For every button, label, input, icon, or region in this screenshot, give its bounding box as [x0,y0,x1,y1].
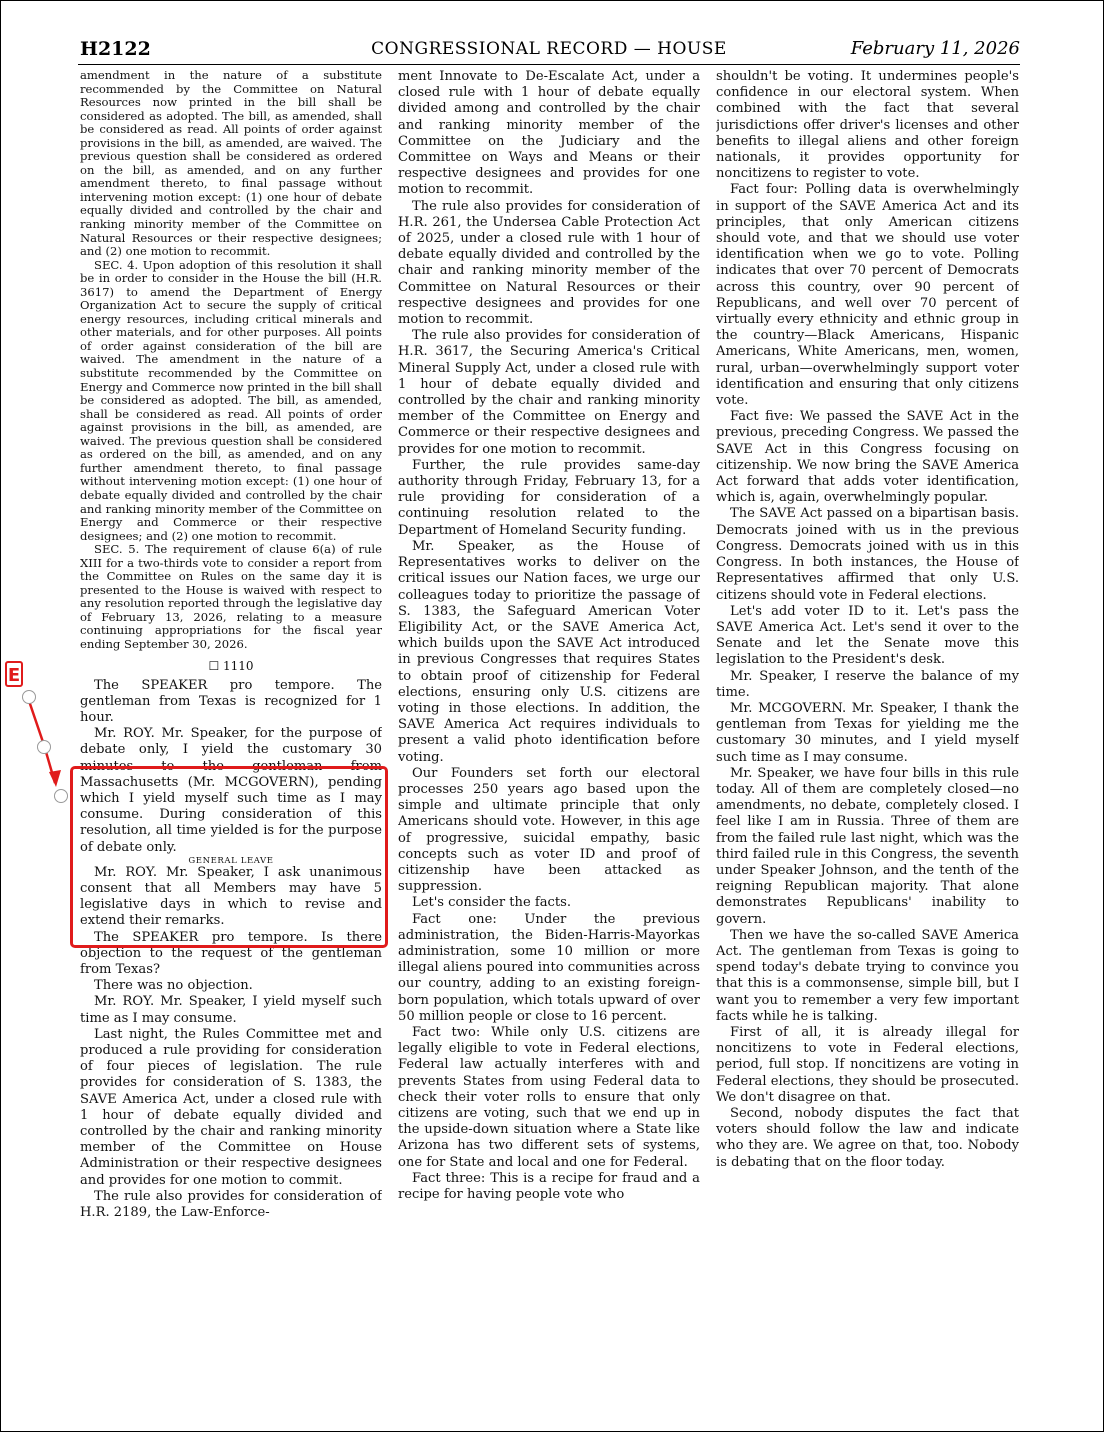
paragraph: Further, the rule provides same-day authority through Friday, February 13, for a rule providing for consideration of a continuing resolution related to the Department of Homeland Security funding. [398,457,700,538]
column-1 [80,69,382,1329]
publication-title: CONGRESSIONAL RECORD — HOUSE [371,39,727,59]
paragraph: The rule also provides for consideration of H.R. 3617, the Securing America's Critical Mineral Supply Act, under a closed rule with 1 hour of debate equally divided and controlled by the chair and ranking minority member of the Committee on Energy and Commerce or their respective designees and provides for one motion to recommit. [398,328,700,457]
path-node-handle[interactable] [22,690,36,704]
paragraph: Mr. ROY. Mr. Speaker, I yield myself such time as I may consume. [80,994,382,1026]
page-header [78,38,1020,64]
edit-marker-icon[interactable]: E [5,661,23,687]
paragraph: Let's consider the facts. [412,895,572,911]
paragraph: Fact three: This is a recipe for fraud and a recipe for having people vote who [398,1170,700,1203]
resolution-text [80,69,382,652]
paragraph: Our Founders set forth our electoral processes 250 years ago based upon the simple and ultimate principle that only Americans should vote. However, in this age of progressive, suicidal empathy, basic concepts such as voter ID and proof of citizenship have been attacked as suppression. [398,765,700,895]
column-3 [716,69,1019,1329]
paragraph: shouldn't be voting. It undermines people's confidence in our electoral system. When combined with the fact that several jurisdictions offer driver's licenses and other benefits to illegal aliens and other foreign nationals, it provides opportunity for noncitizens to register to vote. [716,69,1019,182]
paragraph: The SAVE Act passed on a bipartisan basis. Democrats joined with us in the previous Congress. Democrats joined with us in this Congress. In both instances, the House of Representatives affirmed that only U.S. citizens should vote in Federal elections. [716,506,1019,603]
paragraph: Fact four: Polling data is overwhelmingly in support of the SAVE America Act and its principles, that only American citizens should vote, and that we should use voter identification when we go to vote. Polling indicates that over 70 percent of Democrats across this country, over 90 percent of Republicans, and well over 70 percent of virtually every ethnicity and ethnic group in the country—Black Americans, Hispanic Americans, White Americans, men, women, rural, urban—overwhelmingly support voter identification and ensuring that only citizens vote. [716,182,1019,409]
paragraph: Mr. ROY. Mr. Speaker, for the purpose of debate only, I yield the customary 30 minutes to the gentleman from Massachusetts (Mr. MCGOVERN), pending which I yield myself such time as I may consume. During consideration of this resolution, all time yielded is for the purpose of debate only. [80,726,382,855]
header-rule [78,64,1020,65]
page-number: H2122 [80,38,151,60]
paragraph: Mr. MCGOVERN. Mr. Speaker, I thank the gentleman from Texas for yielding me the customary 30 minutes, and I yield myself such time as I may consume. [716,700,1019,765]
highlight-box [70,766,388,948]
paragraph: Last night, the Rules Committee met and produced a rule providing for consideration of four pieces of legislation. The rule provides for consideration of S. 1383, the SAVE America Act, under a closed rule with 1 hour of debate equally divided and controlled by the chair and ranking minority member of the Committee on House Administration or their respective designees and provides for one motion to commit. [80,1026,382,1188]
paragraph: Fact five: We passed the SAVE Act in the previous, preceding Congress. We passed the SAVE Act in this Congress focusing on citizenship. We now bring the SAVE America Act forward that adds voter identification, which is, again, overwhelmingly popular. [716,409,1019,506]
paragraph: Mr. Speaker, as the House of Representatives works to deliver on the critical issues our Nation faces, we urge our colleagues today to prioritize the passage of S. 1383, the Safeguard American Voter Eligibility Act, or the SAVE America Act, which builds upon the SAVE Act introduced in previous Congresses that requires States to obtain proof of citizenship for Federal elections, ensuring only U.S. citizens are voting in those elections. In addition, the SAVE America Act requires individuals to present a valid photo identification before voting. [398,538,700,765]
path-node-handle[interactable] [54,789,68,803]
paragraph: First of all, it is already illegal for noncitizens to vote in Federal elections, period, full stop. If noncitizens are voting in Federal elections, they should be prosecuted. We don't disagree on that. [716,1024,1019,1105]
publication-date: February 11, 2026 [850,38,1020,59]
paragraph: The rule also provides for consideration of H.R. 2189, the Law-Enforce- [80,1188,382,1221]
paragraph: Then we have the so-called SAVE America Act. The gentleman from Texas is going to spend today's debate trying to convince you that this is a commonsense, simple bill, but I want you to remember a very few important facts while he is talking. [716,927,1019,1024]
paragraph: The SPEAKER pro tempore. Is there objection to the request of the gentleman from Texas? [80,929,382,977]
paragraph: Mr. Speaker, I reserve the balance of my time. [716,668,1019,700]
paragraph: The SPEAKER pro tempore. The gentleman from Texas is recognized for 1 hour. [80,677,382,725]
paragraph: ment Innovate to De-Escalate Act, under a closed rule with 1 hour of debate equally divided among and controlled by the chair and ranking minority member of the Committee on the Judiciary and the Committee on Ways and Means or their respective designees and provides for one motion to recommit. [398,69,700,198]
paragraph: amendment in the nature of a substitute recommended by the Committee on Natural Resources now printed in the bill shall be considered as adopted. The bill, as amended, shall be considered as read. All points of order against provisions in the bill, as amended, are waived. The previous question shall be considered as ordered on the bill, as amended, and on any further amendment thereto, to final passage without intervening motion except: (1) one hour of debate equally divided and controlled by the chair and ranking minority member of the Committee on Natural Resources or their respective designees; and (2) one motion to recommit. [80,69,382,259]
paragraph: The rule also provides for consideration of H.R. 261, the Undersea Cable Protection Act of 2025, under a closed rule with 1 hour of debate equally divided and controlled by the chair and ranking minority member of the Committee on Natural Resources or their respective designees and provides for one motion to recommit. [398,198,700,328]
paragraph: There was no objection. [94,978,253,994]
paragraph: Fact one: Under the previous administration, the Biden-Harris-Mayorkas administration, some 10 million or more illegal aliens poured into communities across our country, adding to an existing foreign-born population, which totals upward of over 50 million people or close to 16 percent. [398,911,700,1024]
paragraph: SEC. 4. Upon adoption of this resolution it shall be in order to consider in the House the bill (H.R. 3617) to amend the Department of Energy Organization Act to secure the supply of critical energy resources, including critical minerals and other materials, and for other purposes. All points of order against consideration of the bill are waived. The amendment in the nature of a substitute recommended by the Committee on Energy and Commerce now printed in the bill shall be considered as adopted. The bill, as amended, shall be considered as read. All points of order against provisions in the bill, as amended, are waived. The previous question shall be considered as ordered on the bill, as amended, and on any further amendment thereto, to final passage without intervening motion except: (1) one hour of debate equally divided and controlled by the chair and ranking minority member of the Committee on Energy and Commerce or their respective designees; and (2) one motion to recommit. [80,257,382,543]
paragraph: Fact two: While only U.S. citizens are legally eligible to vote in Federal elections, Federal law actually interferes with and prevents States from using Federal data to check their voter rolls to ensure that only citizens are voting, such that we end up in the upside-down situation where a State like Arizona has two different sets of systems, one for State and local and one for Federal. [398,1024,700,1170]
paragraph: Mr. ROY. Mr. Speaker, I ask unanimous consent that all Members may have 5 legislative days in which to revise and extend their remarks. [80,864,382,929]
paragraph: Let's add voter ID to it. Let's pass the SAVE America Act. Let's send it over to the Senate and let the Senate move this legislation to the President's desk. [716,603,1019,668]
paragraph: Mr. Speaker, we have four bills in this rule today. All of them are completely closed—no amendments, no debate, completely closed. I feel like I am in Russia. Three of them are from the failed rule last night, which was the third failed rule in this Congress, the seventh under Speaker Johnson, and the tenth of the reigning Republican majority. That alone demonstrates Republicans' inability to govern. [716,765,1019,927]
paragraph: Second, nobody disputes the fact that voters should follow the law and indicate who they are. We agree on that, too. Nobody is debating that on the floor today. [716,1106,1019,1170]
paragraph: SEC. 5. The requirement of clause 6(a) of rule XIII for a two-thirds vote to consider a report from the Committee on Rules on the same day it is presented to the House is waived with respect to any resolution reported through the legislative day of February 13, 2026, relating to a measure continuing appropriations for the fiscal year ending September 30, 2026. [80,542,382,651]
section-heading: GENERAL LEAVE [188,855,274,866]
path-node-handle[interactable] [37,740,51,754]
column-2 [398,69,700,1329]
time-marker: ☐ 1110 [208,658,254,673]
